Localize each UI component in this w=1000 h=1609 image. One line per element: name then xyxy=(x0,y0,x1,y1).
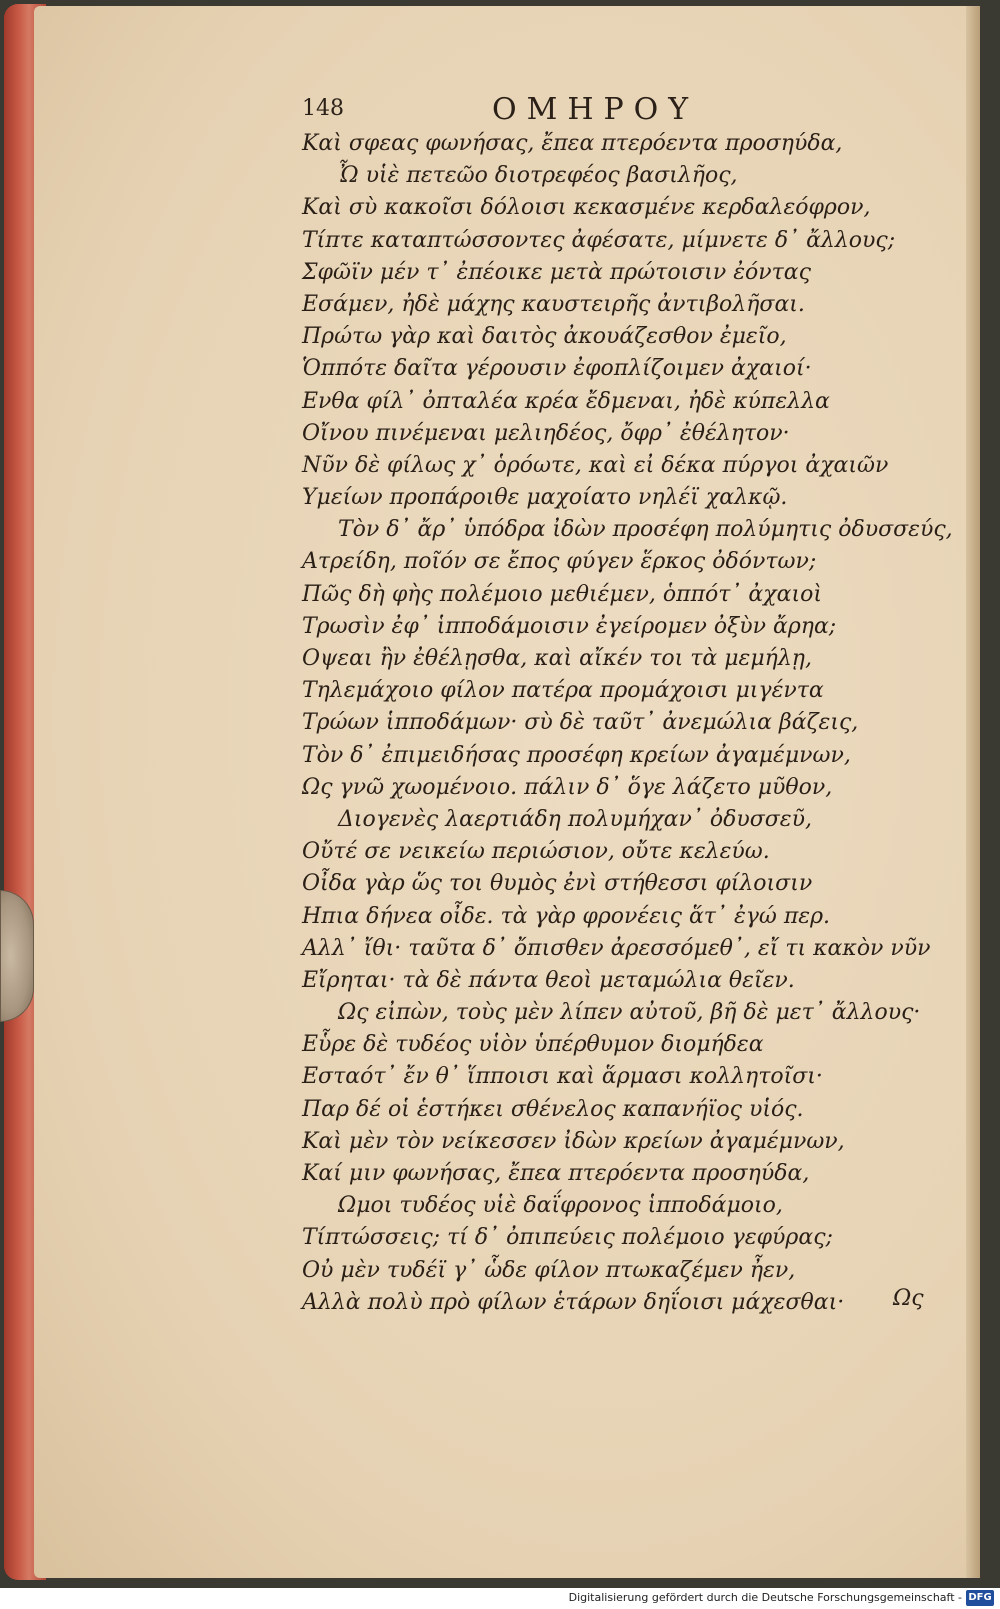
verse-line: Τίπτε καταπτώσσοντες ἀφέσατε, μίμνετε δ᾽ ἄλλους; xyxy=(302,227,896,253)
verse-line: Καὶ μὲν τὸν νείκεσσεν ἰδὼν κρείων ἀγαμέμνων, xyxy=(302,1128,845,1154)
verse-line: Παρ δέ οἱ ἑστήκει σθένελος καπανήϊος υἱός. xyxy=(302,1096,804,1122)
verse-line: Οὔτέ σε νεικείω περιώσιον, οὔτε κελεύω. xyxy=(302,839,770,865)
page-title: ΟΜΗΡΟΥ xyxy=(492,92,699,127)
verse-line: Σφῶϊν μέν τ᾽ ἐπέοικε μετὰ πρώτοισιν ἐόντας xyxy=(302,259,811,285)
verse-line: Διογενὲς λαερτιάδη πολυμήχαν᾽ ὀδυσσεῦ, xyxy=(338,806,812,832)
verse-line: Υμείων προπάροιθε μαχοίατο νηλέϊ χαλκῷ. xyxy=(302,485,788,511)
verse-line: Ηπια δήνεα οἶδε. τὰ γὰρ φρονέεις ἅτ᾽ ἐγώ περ. xyxy=(302,903,831,929)
verse-line: Εσάμεν, ἠδὲ μάχης καυστειρῆς ἀντιβολῆσαι. xyxy=(302,291,805,317)
verse-line: Τρωσὶν ἐφ᾽ ἱπποδάμοισιν ἐγείρομεν ὀξὺν ἄρηα; xyxy=(302,613,837,639)
verse-block xyxy=(302,128,952,1319)
catchword: Ως xyxy=(893,1286,924,1311)
book-clasp xyxy=(0,890,34,1022)
verse-line: Καὶ σὺ κακοῖσι δόλοισι κεκασμένε κερδαλεόφρον, xyxy=(302,195,871,221)
page-number: 148 xyxy=(302,96,344,121)
verse-line: Οἴνου πινέμεναι μελιηδέος, ὄφρ᾽ ἐθέλητον· xyxy=(302,420,790,446)
verse-line: Εσταότ᾽ ἔν θ᾽ ἵπποισι καὶ ἅρμασι κολλητοῖσι· xyxy=(302,1064,823,1090)
funding-credit: Digitalisierung gefördert durch die Deutsche Forschungsgemeinschaft - xyxy=(568,1591,962,1604)
verse-line: Πρώτω γὰρ καὶ δαιτὸς ἀκουάζεσθον ἐμεῖο, xyxy=(302,324,787,350)
verse-line: Ενθα φίλ᾽ ὀπταλέα κρέα ἔδμεναι, ἠδὲ κύπελλα xyxy=(302,388,830,414)
verse-line: Τρώων ἱπποδάμων· σὺ δὲ ταῦτ᾽ ἀνεμώλια βάζεις, xyxy=(302,710,859,736)
verse-line: Αλλ᾽ ἴθι· ταῦτα δ᾽ ὄπισθεν ἀρεσσόμεθ᾽, εἴ τι κακὸν νῦν xyxy=(302,935,931,961)
verse-line: Ως εἰπὼν, τοὺς μὲν λίπεν αὐτοῦ, βῆ δὲ μετ᾽ ἄλλους· xyxy=(338,1000,921,1026)
verse-line: Τὸν δ᾽ ἄρ᾽ ὑπόδρα ἰδὼν προσέφη πολύμητις ὀδυσσεύς, xyxy=(338,517,953,543)
verse-line: Εἴρηται· τὰ δὲ πάντα θεοὶ μεταμώλια θεῖεν. xyxy=(302,967,795,993)
verse-line: Οἶδα γὰρ ὥς τοι θυμὸς ἐνὶ στήθεσσι φίλοισιν xyxy=(302,871,813,897)
verse-line: Ὁππότε δαῖτα γέρουσιν ἐφοπλίζοιμεν ἀχαιοί· xyxy=(302,356,812,382)
verse-line: Τίπτώσσεις; τί δ᾽ ὀπιπεύεις πολέμοιο γεφύρας; xyxy=(302,1225,833,1251)
verse-line: Οψεαι ἢν ἐθέλῃσθα, καὶ αἴκέν τοι τὰ μεμήλῃ, xyxy=(302,646,812,671)
running-head xyxy=(302,92,862,132)
verse-line: Αλλὰ πολὺ πρὸ φίλων ἑτάρων δηΐοισι μάχεσθαι· xyxy=(302,1289,845,1315)
verse-line: Ωμοι τυδέος υἱὲ δαΐφρονος ἱπποδάμοιο, xyxy=(338,1193,783,1219)
verse-line: Καὶ σφεας φωνήσας, ἔπεα πτερόεντα προσηύδα, xyxy=(302,131,843,156)
verse-line: Τὸν δ᾽ ἐπιμειδήσας προσέφη κρείων ἀγαμέμνων, xyxy=(302,742,851,768)
footer xyxy=(0,1588,1000,1609)
verse-line: Πῶς δὴ φὴς πολέμοιο μεθιέμεν, ὁππότ᾽ ἀχαιοὶ xyxy=(302,581,822,607)
dfg-logo: DFG xyxy=(966,1590,994,1606)
verse-line: Οὐ μὲν τυδέϊ γ᾽ ὧδε φίλον πτωκαζέμεν ἦεν, xyxy=(302,1257,796,1283)
verse-line: Ως γνῶ χωομένοιο. πάλιν δ᾽ ὅγε λάζετο μῦθον, xyxy=(302,774,833,800)
verse-line: Νῦν δὲ φίλως χ᾽ ὁρόωτε, καὶ εἰ δέκα πύργοι ἀχαιῶν xyxy=(302,452,889,478)
verse-line: Εὗρε δὲ τυδέος υἱὸν ὑπέρθυμον διομήδεα xyxy=(302,1032,764,1058)
verse-line: Τηλεμάχοιο φίλον πατέρα προμάχοισι μιγέντα xyxy=(302,678,824,704)
page-gutter xyxy=(966,6,980,1578)
verse-line: Ὦ υἱὲ πετεῶο διοτρεφέος βασιλῆος, xyxy=(338,163,738,189)
verse-line: Ατρείδη, ποῖόν σε ἔπος φύγεν ἕρκος ὀδόντων; xyxy=(302,549,817,575)
verse-line: Καί μιν φωνήσας, ἔπεα πτερόεντα προσηύδα, xyxy=(302,1161,810,1186)
